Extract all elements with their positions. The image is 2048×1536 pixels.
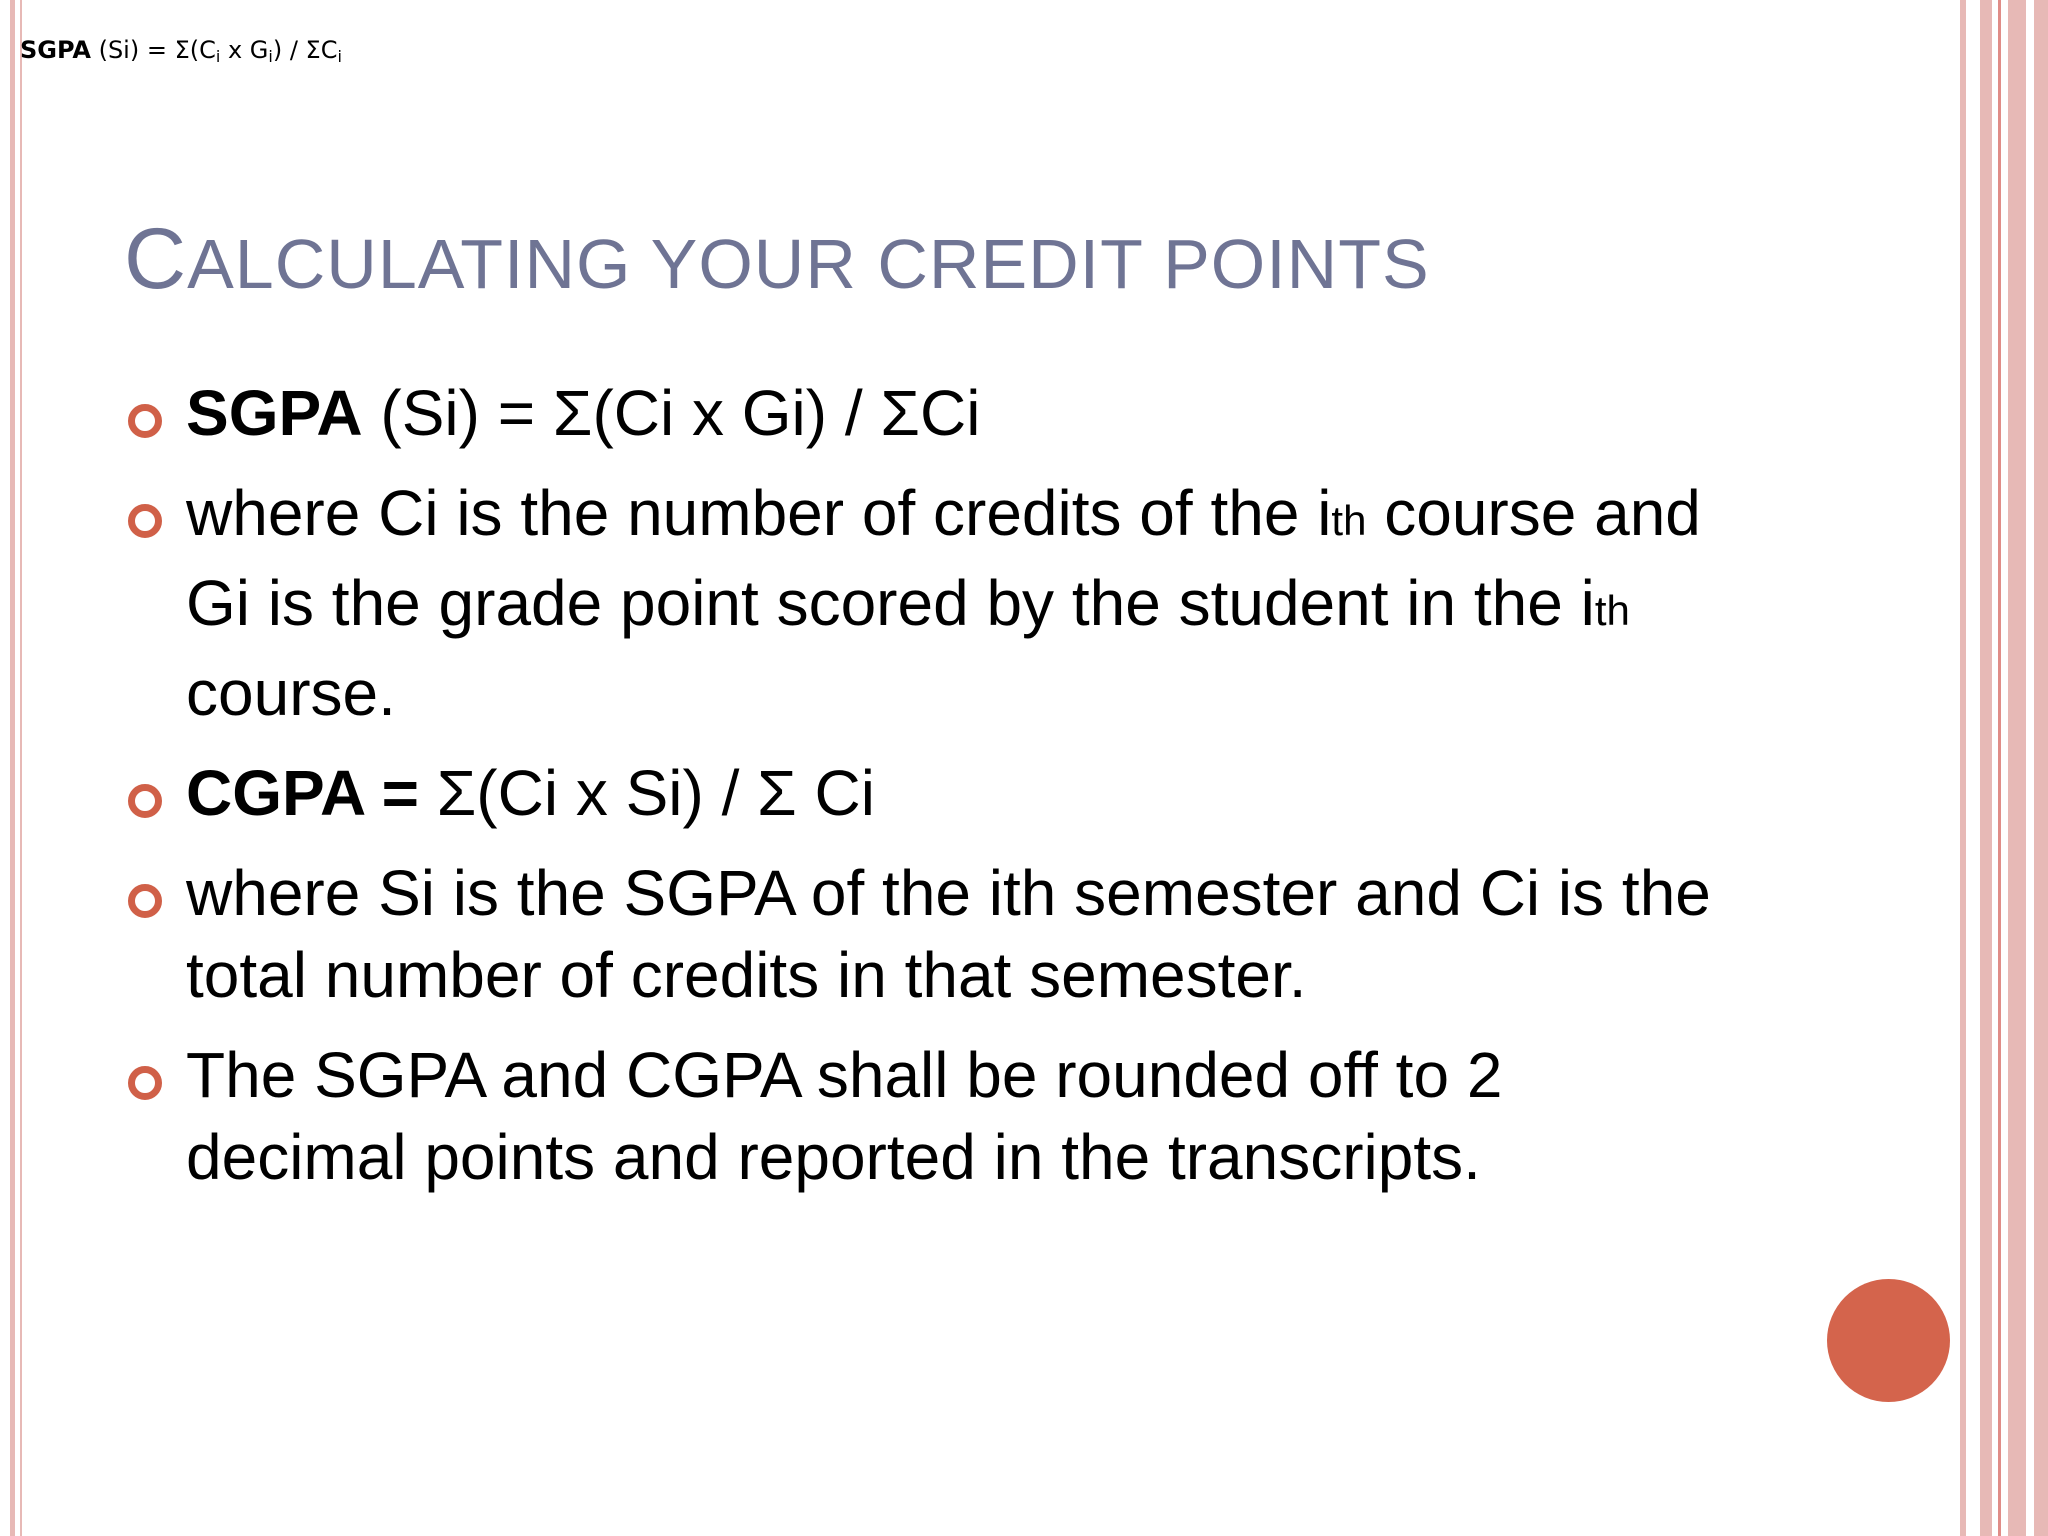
- bullet-list: [124, 372, 1724, 1216]
- rounding-rule-text: The SGPA and CGPA shall be rounded off to 2 decimal points and reported in the transcripts.: [186, 1039, 1503, 1193]
- bullet-circle-icon: [128, 784, 162, 818]
- bullet-circle-icon: [128, 884, 162, 918]
- bullet-cgpa-formula: [124, 752, 1724, 834]
- slide-title-rest: ALCULATING YOUR CREDIT POINTS: [187, 225, 1430, 303]
- bullet-circle-icon: [128, 504, 162, 538]
- slide-title: [124, 210, 1430, 309]
- corner-formula-text: (Si) = Σ(C: [90, 36, 216, 64]
- corner-formula-sub: i: [268, 47, 273, 66]
- corner-formula-bold: SGPA: [20, 36, 91, 64]
- corner-formula-text: x G: [220, 36, 269, 64]
- decorative-circle: [1827, 1279, 1950, 1402]
- bullet-sgpa-formula: [124, 372, 1724, 454]
- corner-formula: [20, 36, 342, 64]
- cgpa-explanation-text: where Si is the SGPA of the ith semester and Ci is the total number of credits in that semester.: [186, 857, 1711, 1011]
- sgpa-explanation-text: course.: [186, 657, 396, 729]
- cgpa-label: CGPA =: [186, 757, 419, 829]
- right-border-line: [2008, 0, 2026, 1536]
- corner-formula-sub: i: [215, 47, 221, 66]
- sgpa-formula: (Si) = Σ(Ci x Gi) / ΣCi: [362, 377, 981, 449]
- sgpa-explanation-text: course and Gi is the grade point scored by the student in the i: [186, 477, 1701, 639]
- sgpa-explanation-text: where Ci is the number of credits of the i: [186, 477, 1332, 549]
- slide-title-first-letter: C: [124, 211, 188, 307]
- corner-formula-text: ) / ΣC: [272, 36, 338, 64]
- cgpa-formula: Σ(Ci x Si) / Σ Ci: [418, 757, 875, 829]
- corner-formula-sub: i: [337, 47, 342, 66]
- bullet-circle-icon: [128, 1066, 162, 1100]
- right-border-line: [1980, 0, 1992, 1536]
- right-border-line-accent: [1998, 0, 2001, 1536]
- left-border-line: [10, 0, 15, 1536]
- bullet-cgpa-explanation: [124, 852, 1724, 1016]
- right-border-line: [1960, 0, 1966, 1536]
- bullet-rounding-rule: [124, 1034, 1724, 1198]
- ordinal-suffix: th: [1594, 587, 1630, 634]
- bullet-sgpa-explanation: [124, 472, 1724, 734]
- bullet-circle-icon: [128, 404, 162, 438]
- ordinal-suffix: th: [1331, 497, 1367, 544]
- right-border-line: [2034, 0, 2048, 1536]
- sgpa-label: SGPA: [186, 377, 363, 449]
- left-border-line-thin: [20, 0, 22, 1536]
